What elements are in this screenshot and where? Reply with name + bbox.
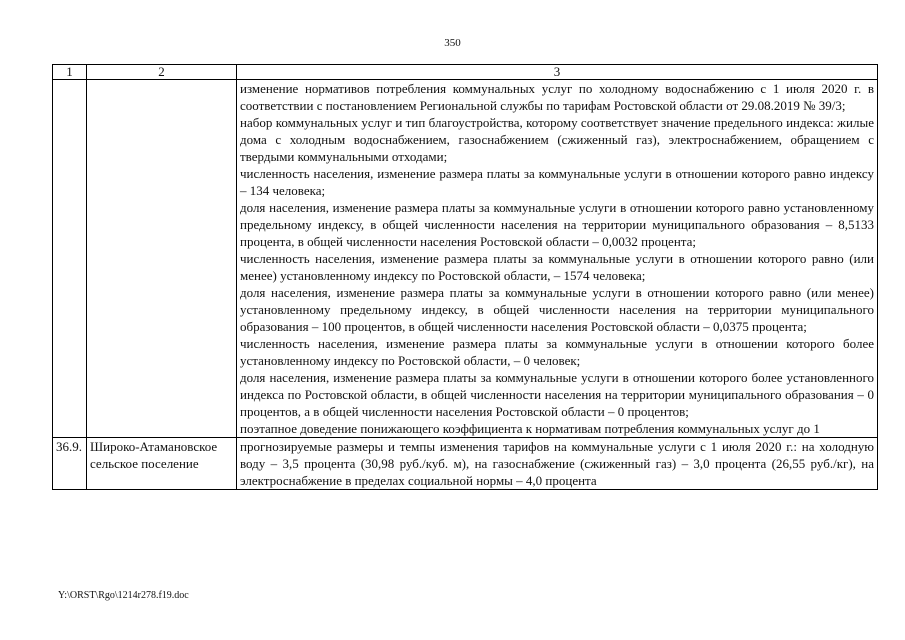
paragraph: изменение нормативов потребления коммунальных услуг по холодному водоснабжению с 1 июля 2020 г. в соответствии с постановлением Региональной службы по тарифам Ростовской области от 29.08.2019 № 39/3; bbox=[240, 81, 874, 113]
row-number-cell-empty bbox=[53, 80, 87, 438]
paragraph: поэтапное доведение понижающего коэффициента к нормативам потребления коммунальных услуг до 1 bbox=[240, 421, 820, 436]
table-row-continued bbox=[53, 80, 878, 438]
document-table bbox=[52, 64, 878, 490]
paragraph: доля населения, изменение размера платы за коммунальные услуги в отношении которого равно установленному предельному индексу, в общей численности населения на территории муниципального образования – 8,5133 процента, в общей численности населения Ростовской области – 0,0032 процента; bbox=[240, 200, 874, 249]
table-header-row bbox=[53, 65, 878, 80]
document-file-path: Y:\ORST\Rgo\1214r278.f19.doc bbox=[58, 590, 189, 601]
column-header-1: 1 bbox=[53, 65, 87, 80]
paragraph: численность населения, изменение размера платы за коммунальные услуги в отношении которого более установленному индексу по Ростовской области, – 0 человек; bbox=[240, 336, 874, 368]
column-header-3: 3 bbox=[237, 65, 878, 80]
paragraph: доля населения, изменение размера платы за коммунальные услуги в отношении которого равно (или менее) установленному предельному индексу, в общей численности населения на территории муниципального образования – 100 процентов, в общей численности населения Ростовской области – 0,0375 процента; bbox=[240, 285, 874, 334]
column-header-2: 2 bbox=[87, 65, 237, 80]
municipality-name: Широко-Атамановское сельское поселение bbox=[87, 438, 237, 490]
row-text-cell bbox=[237, 80, 878, 438]
table-row bbox=[53, 438, 878, 490]
paragraph: численность населения, изменение размера платы за коммунальные услуги в отношении которого равно (или менее) установленному индексу по Ростовской области, – 1574 человека; bbox=[240, 251, 874, 283]
paragraph: набор коммунальных услуг и тип благоустройства, которому соответствует значение предельного индекса: жилые дома с холодным водоснабжением, газоснабжением (сжиженный газ), электроснабжением, обращением с твердыми коммунальными отходами; bbox=[240, 115, 874, 164]
paragraph: численность населения, изменение размера платы за коммунальные услуги в отношении которого равно индексу – 134 человека; bbox=[240, 166, 874, 198]
row-text-cell: прогнозируемые размеры и темпы изменения тарифов на коммунальные услуги с 1 июля 2020 г.: на холодную воду – 3,5 процента (30,98 руб./куб. м), на газоснабжение (сжиженный газ) – 3,0 процента (26,55 руб./кг), на электроснабжение в пределах социальной нормы – 4,0 процента bbox=[237, 438, 878, 490]
row-name-cell-empty bbox=[87, 80, 237, 438]
page-number: 350 bbox=[444, 37, 461, 49]
paragraph: доля населения, изменение размера платы за коммунальные услуги в отношении которого более установленного индекса по Ростовской области, в общей численности населения на территории муниципального образования – 0 процентов, а в общей численности населения Ростовской области – 0 процентов; bbox=[240, 370, 874, 419]
row-number: 36.9. bbox=[53, 438, 87, 490]
